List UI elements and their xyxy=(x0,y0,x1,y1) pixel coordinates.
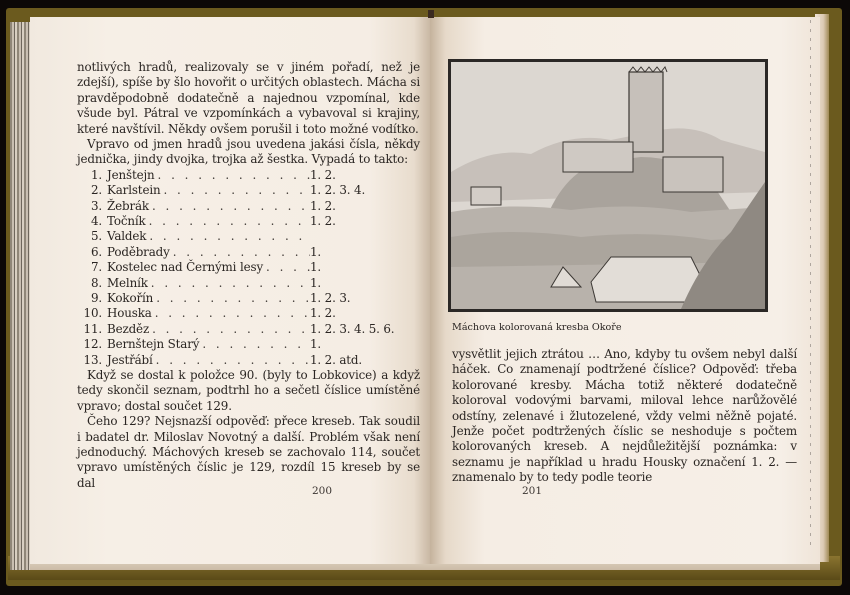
leader-dots xyxy=(152,306,310,321)
page-edge-marks xyxy=(810,20,811,550)
left-page-text xyxy=(77,60,420,491)
drawing-castle-wall xyxy=(563,142,633,172)
list-item xyxy=(77,229,402,244)
castle-name: Točník xyxy=(107,214,146,229)
castle-value: 1. 2. xyxy=(310,167,336,182)
castle-name: Houska xyxy=(107,306,152,321)
book-spine xyxy=(428,10,434,18)
item-number: 4. xyxy=(90,214,102,229)
item-number: 13. xyxy=(83,352,102,367)
castle-value: 1. 2. 3. 4. 5. 6. xyxy=(310,321,395,336)
drawing-tower xyxy=(629,72,663,152)
paragraph: notlivých hradů, realizovaly se v jiném pořadí, než je zdejší), spíše by šlo hovořit o určitých oblastech. Mácha si pravděpodobně dodatečně a najednou vzpomínal, kde všude byl. Pátral ve vzpomínkách a vybavoval si krajiny, které navštívil. Někdy ovšem porušil i toto možné vodítko. xyxy=(77,60,420,136)
castle-value: 1. 2. 3. xyxy=(310,290,351,305)
castle-value: 1. 2. atd. xyxy=(310,352,363,367)
item-number: 5. xyxy=(90,229,102,244)
paragraph: vysvětlit jejich ztrátou … Ano, kdyby tu ovšem nebyl další háček. Co znamenají podtržené číslice? Odpověď: třeba kolorované kresby. Mácha totiž některé dodatečně koloroval vodovými barvami, miloval lehce narůžovělé odstíny, zelenavé i žlutozelené, vždy velmi něžně pojaté. Jenže počet podtržených číslic se neshoduje s počtem kolorovaných kreseb. A nejdůležitější poznámka: v seznamu je například u hradu Housky označení 1. 2. — znamenalo by to tedy podle teorie xyxy=(452,347,797,485)
castle-name: Melník xyxy=(107,275,148,290)
castle-value xyxy=(310,229,402,244)
paragraph: Čeho 129? Nejsnazší odpověď: přece kreseb. Tak soudil i badatel dr. Miloslav Novotný a další. Problém však není jednoduchý. Máchových kreseb se zachovalo 114, součet vpravo umístěných číslic je 129, rozdíl 15 kreseb by se dal xyxy=(77,414,420,490)
page-number-left: 200 xyxy=(312,485,333,497)
item-number: 11. xyxy=(83,321,102,336)
castle-drawing xyxy=(451,62,765,309)
castle-list xyxy=(77,168,402,368)
drawing-house xyxy=(591,257,701,302)
page-stack-left xyxy=(10,22,32,570)
leader-dots xyxy=(153,353,310,368)
castle-name: Kostelec nad Černými lesy xyxy=(107,260,264,275)
leader-dots xyxy=(161,183,311,198)
castle-value: 1. xyxy=(310,260,322,275)
castle-value: 1. 2. xyxy=(310,306,336,321)
castle-name: Poděbrady xyxy=(107,244,170,259)
right-page-text xyxy=(452,347,797,486)
item-number: 9. xyxy=(90,290,102,305)
castle-value: 1. 2. xyxy=(310,214,336,229)
figure-caption: Máchova kolorovaná kresba Okoře xyxy=(452,322,622,333)
leader-dots xyxy=(146,229,310,244)
leader-dots xyxy=(263,260,310,275)
list-item xyxy=(77,353,402,368)
item-number: 8. xyxy=(90,275,102,290)
castle-name: Valdek xyxy=(107,229,147,244)
castle-name: Jenštejn xyxy=(107,167,155,182)
leader-dots xyxy=(153,291,310,306)
list-item xyxy=(77,214,402,229)
item-number: 3. xyxy=(90,198,102,213)
leader-dots xyxy=(149,199,310,214)
castle-name: Karlstein xyxy=(107,183,161,198)
list-item xyxy=(77,199,402,214)
list-item xyxy=(77,168,402,183)
list-item xyxy=(77,291,402,306)
leader-dots xyxy=(146,214,310,229)
leader-dots xyxy=(170,245,310,260)
list-item xyxy=(77,337,402,352)
list-item xyxy=(77,322,402,337)
leader-dots xyxy=(149,322,310,337)
list-item xyxy=(77,306,402,321)
list-item xyxy=(77,245,402,260)
paragraph: Vpravo od jmen hradů jsou uvedena jakási čísla, někdy jednička, jindy dvojka, trojka až šestka. Vypadá to takto: xyxy=(77,137,420,167)
item-number: 2. xyxy=(90,183,102,198)
item-number: 6. xyxy=(90,244,102,259)
castle-value: 1. xyxy=(310,244,322,259)
paragraph: Když se dostal k položce 90. (byly to Lobkovice) a když tedy skončil seznam, podtrhl ho a sečetl číslice umístěné vpravo; dostal součet 129. xyxy=(77,367,420,413)
castle-value: 1. xyxy=(310,275,322,290)
castle-value: 1. 2. 3. 4. xyxy=(310,183,366,198)
list-item xyxy=(77,183,402,198)
castle-drawing-figure xyxy=(448,59,768,312)
leader-dots xyxy=(148,276,310,291)
castle-value: 1. 2. xyxy=(310,198,336,213)
item-number: 7. xyxy=(90,260,102,275)
castle-name: Bernštejn Starý xyxy=(107,337,200,352)
castle-value: 1. xyxy=(310,337,322,352)
leader-dots xyxy=(199,337,310,352)
castle-name: Kokořín xyxy=(107,290,154,305)
page-number-right: 201 xyxy=(522,485,543,497)
list-item xyxy=(77,276,402,291)
item-number: 12. xyxy=(83,337,102,352)
leader-dots xyxy=(155,168,310,183)
drawing-ruin xyxy=(471,187,501,205)
castle-name: Žebrák xyxy=(107,198,149,213)
drawing-castle-wall-right xyxy=(663,157,723,192)
castle-name: Bezděz xyxy=(107,321,150,336)
castle-name: Jestřábí xyxy=(107,352,153,367)
list-item xyxy=(77,260,402,275)
item-number: 10. xyxy=(83,306,102,321)
item-number: 1. xyxy=(90,167,102,182)
